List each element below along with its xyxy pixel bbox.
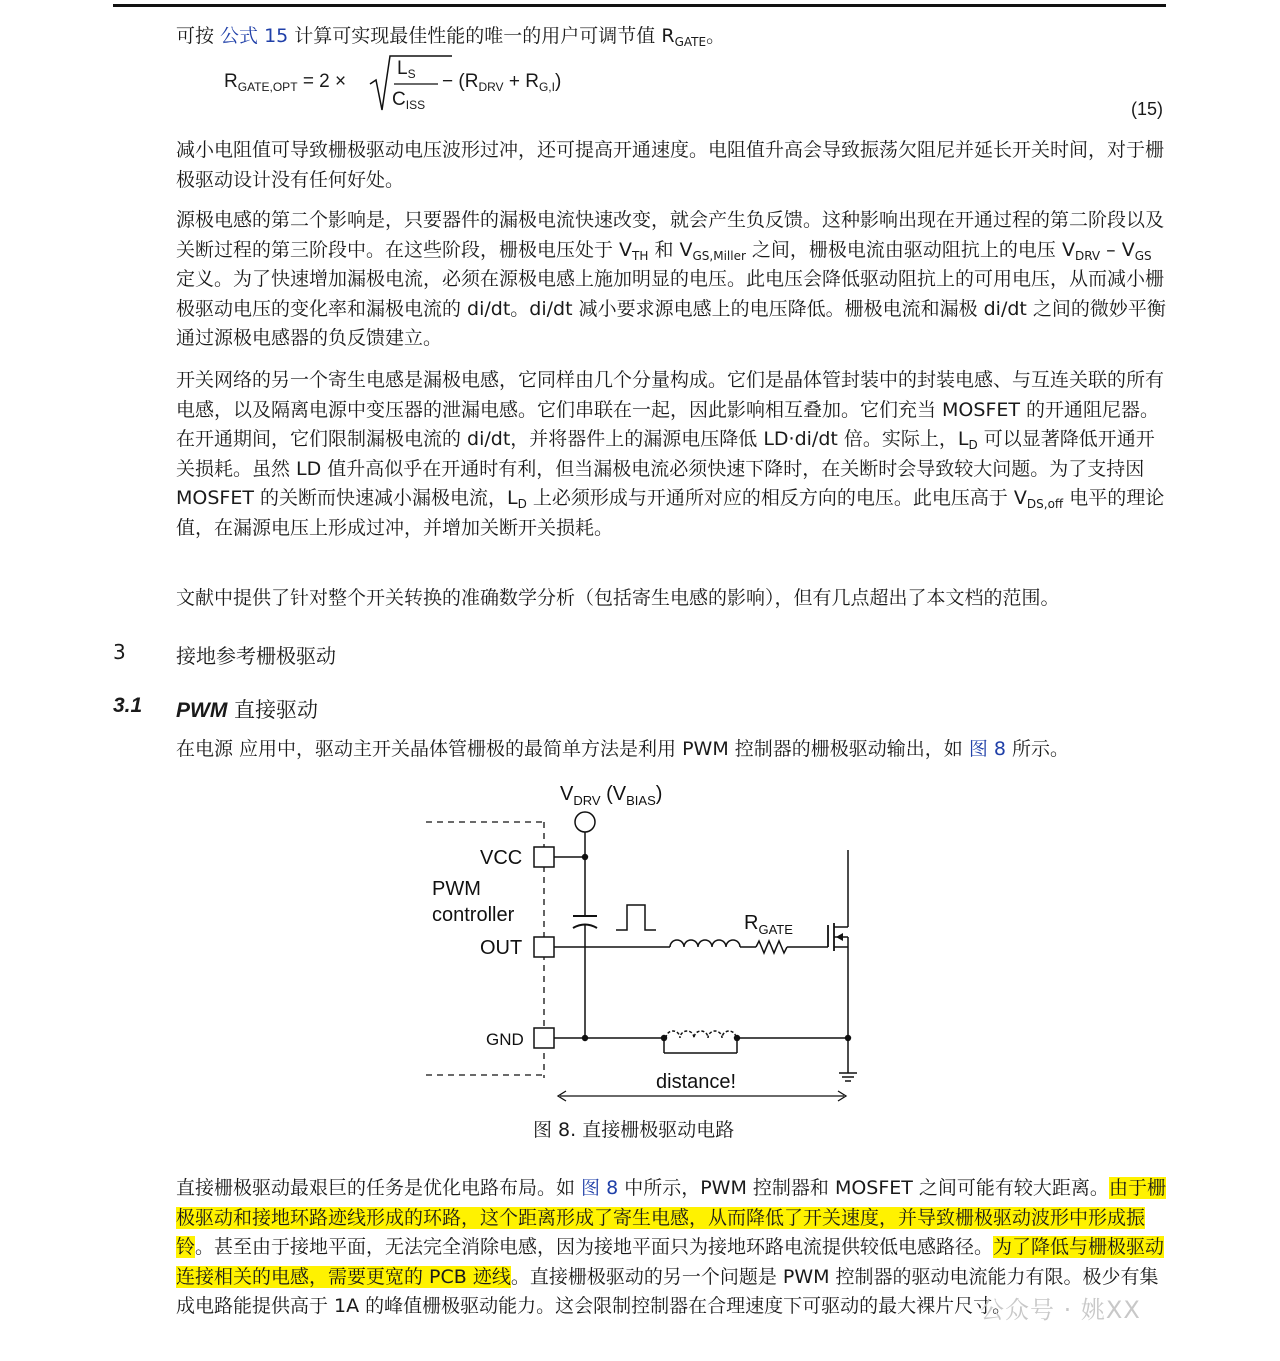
highlight-wider-traces: 为了降低与栅极驱动连接相关的电感，需要更宽的 PCB 迹线 (176, 1236, 1165, 1288)
paragraph-source-inductance: 源极电感的第二个影响是，只要器件的漏极电流快速改变，就会产生负反馈。这种影响出现在开通过程的第二阶段以及关断过程的第三阶段中。在这些阶段，栅极电压处于 $V_{TH}$ 和 $V_{GS,Miller}$ 之间，栅极电流由驱动阻抗上的电压 $V_{DRV} - V_{GS}$ 定义。为了快速增加漏极电流，必须在源极电感上施加明显的电压。此电压会降低驱动阻抗上的可用电压，从而减小栅极驱动电压的变化率和漏极电流的 di/dt。di/dt 减小要求源电感上的电压降低。栅极电流和漏极 di/dt 之间的微妙平衡通过源极电感器的负反馈建立。 (176, 209, 1166, 349)
vcc-label: VCC (480, 847, 523, 869)
section-3-number: 3 (113, 640, 126, 664)
watermark: 公众号 · 姚XX (980, 1296, 1141, 1324)
vdrv-label: $V_{DRV}$ $(V_{BIAS})$ (560, 783, 663, 808)
pwm-label: PWM (432, 878, 481, 900)
equation-numerator: $L_S$ (397, 58, 416, 81)
equation-lhs: $R_{GATE,OPT} = 2$ × (224, 71, 347, 94)
gnd-pin (534, 1028, 554, 1048)
out-pin (534, 937, 554, 957)
paragraph-literature: 文献中提供了针对整个开关转换的准确数学分析（包括寄生电感的影响），但有几点超出了本文档的范围。 (176, 587, 1060, 609)
controller-label: controller (432, 904, 515, 926)
vdrv-terminal (575, 812, 595, 832)
paragraph-resistance: 减小电阻值可导致栅极驱动电压波形过冲，还可提高开通速度。电阻值升高会导致振荡欠阻尼并延长开关时间，对于栅极驱动设计没有任何好处。 (176, 139, 1165, 191)
out-label: OUT (480, 937, 523, 959)
pulse-symbol (616, 905, 656, 930)
distance-label: distance! (656, 1071, 737, 1093)
gnd-label: GND (486, 1030, 524, 1049)
paragraph-drain-inductance: 开关网络的另一个寄生电感是漏极电感，它同样由几个分量构成。它们是晶体管封装中的封装电感、与互连关联的所有电感，以及隔离电源中变压器的泄漏电感。它们串联在一起，因此影响相互叠加。它们充当 MOSFET 的开通阻尼器。在开通期间，它们限制漏极电流的 di/dt，并将器件上的漏源电压降低 LD·di/dt 倍。实际上，$L_D$ 可以显著降低开通开关损耗。虽然 LD 值升高似乎在开通时有利，但当漏极电流必须快速下降时，在关断时会导致较大问题。为了支持因 MOSFET 的关断而快速减小漏极电流，$L_D$ 上必须形成与开通所对应的相反方向的电压。此电压高于 $V_{DS,off}$ 电平的理论值，在漏源电压上形成过冲，并增加关断开关损耗。 (176, 369, 1165, 539)
figure-8-link-2[interactable]: 图 8 (581, 1177, 619, 1199)
vcc-pin (534, 847, 554, 867)
formula-15-link[interactable]: 公式 15 (220, 25, 289, 47)
paragraph-pwm-intro: 在电源 应用中，驱动主开关晶体管栅极的最简单方法是利用 PWM 控制器的栅极驱动输出，如 图 8 所示。 (176, 738, 1069, 760)
gnd-node-left (582, 1035, 588, 1041)
figure-8-caption: 图 8. 直接栅极驱动电路 (533, 1119, 735, 1141)
section-3-title: 接地参考栅极驱动 (176, 644, 336, 668)
mosfet-arrow (836, 933, 843, 941)
section-3-1-number: 3.1 (113, 694, 143, 717)
equation-number: (15) (1131, 99, 1164, 119)
paragraph-layout-challenge: 直接栅极驱动最艰巨的任务是优化电路布局。如 图 8 中所示，PWM 控制器和 MOSFET 之间可能有较大距离。由于栅极驱动和接地环路迹线形成的环路，这个距离形成了寄生电感，从而降低了开关速度，并导致栅极驱动波形中形成振铃。甚至由于接地平面，无法完全消除电感，因为接地平面只为接地环路电流提供较低电感路径。为了降低与栅极驱动连接相关的电感，需要更宽的 PCB 迹线。直接栅极驱动的另一个问题是 PWM 控制器的驱动电流能力有限。极少有集成电路能提供高于 1A 的峰值栅极驱动能力。这会限制控制器在合理速度下可驱动的最大裸片尺寸。 (176, 1177, 1166, 1317)
section-3-1-title: PWM 直接驱动 (176, 698, 319, 722)
paragraph-formula-intro: 可按 公式 15 计算可实现最佳性能的唯一的用户可调节值 $R_{GATE}$。 (176, 25, 726, 49)
figure-8-circuit (410, 775, 870, 1110)
equation-rhs: − $(R_{DRV} + R_{G,I})$ (442, 71, 562, 94)
top-rule (113, 4, 1166, 7)
highlight-parasitic-inductance: 由于栅极驱动和接地环路迹线形成的环路，这个距离形成了寄生电感，从而降低了开关速度，并导致栅极驱动波形中形成振铃 (176, 1177, 1166, 1258)
gate-resistor (756, 941, 787, 953)
figure-8-link[interactable]: 图 8 (968, 738, 1006, 760)
gate-inductor (670, 940, 740, 947)
rgate-label: $R_{GATE}$ (744, 912, 793, 937)
equation-denominator: $C_{ISS}$ (392, 89, 426, 112)
ground-inductor (666, 1031, 736, 1038)
